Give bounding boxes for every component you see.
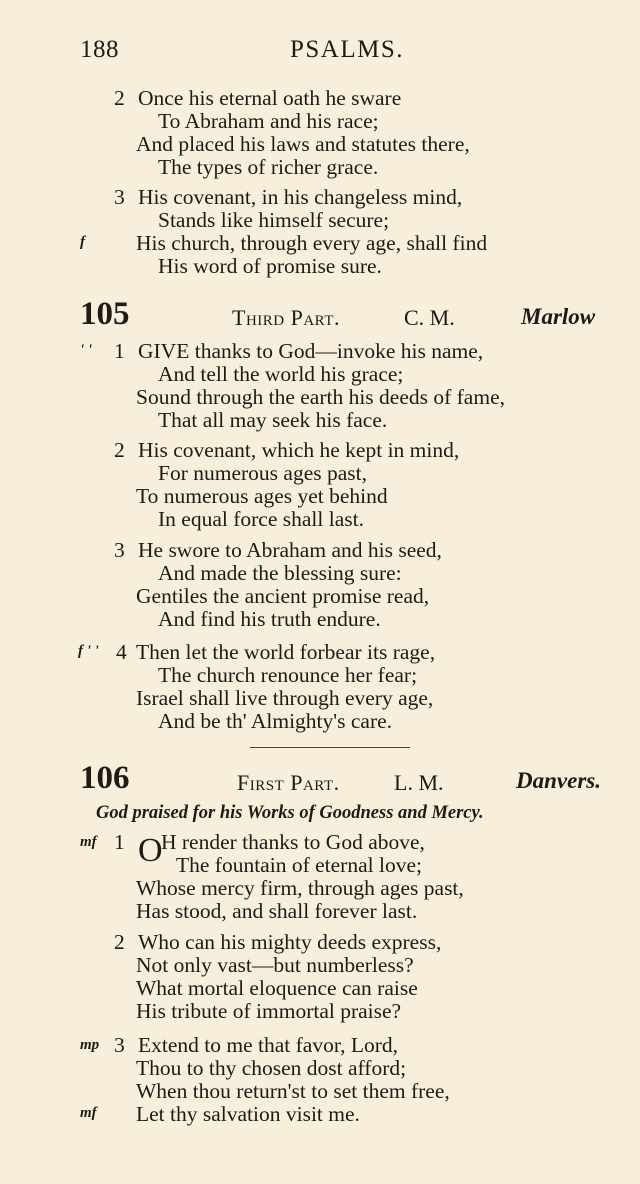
hymn-part: First Part.: [237, 770, 340, 795]
stanza-number: 3: [114, 1033, 125, 1057]
dynamic-mark: f: [80, 234, 85, 250]
verse-line: He swore to Abraham and his seed,: [138, 538, 442, 562]
verse-line: The church renounce her fear;: [158, 663, 418, 687]
verse-line: Thou to thy chosen dost afford;: [136, 1056, 407, 1080]
stanza-number: 4: [116, 640, 127, 664]
verse-line: Israel shall live through every age,: [136, 686, 434, 710]
verse-line: What mortal eloquence can raise: [136, 976, 418, 1000]
verse-line: Let thy salvation visit me.: [136, 1102, 360, 1126]
section-divider: [250, 747, 410, 748]
verse-line: To numerous ages yet behind: [136, 484, 388, 508]
hymn-part: Third Part.: [232, 305, 340, 330]
stanza-number: 2: [114, 438, 125, 462]
stanza-number: 3: [114, 538, 125, 562]
verse-line: His covenant, which he kept in mind,: [138, 438, 460, 462]
verse-line: Who can his mighty deeds express,: [138, 930, 442, 954]
hymn-subtitle: God praised for his Works of Goodness and Mercy.: [96, 803, 484, 823]
dynamic-mark: mp: [80, 1037, 100, 1053]
verse-line: The types of richer grace.: [158, 155, 379, 179]
verse-line: Has stood, and shall forever last.: [136, 899, 418, 923]
verse-line: When thou return'st to set them free,: [136, 1079, 450, 1103]
verse-line: And be th' Almighty's care.: [158, 709, 393, 733]
verse-line: Gentiles the ancient promise read,: [136, 584, 430, 608]
stanza-number: 2: [114, 930, 125, 954]
verse-line: To Abraham and his race;: [158, 109, 379, 133]
verse-line: Not only vast—but numberless?: [136, 953, 414, 977]
hymn-number: 105: [80, 296, 130, 332]
hymn-meter: C. M.: [404, 305, 455, 330]
verse-line: In equal force shall last.: [158, 507, 364, 531]
verse-line: Sound through the earth his deeds of fame,: [136, 385, 505, 409]
page-number: 188: [80, 36, 119, 63]
verse-line: Then let the world forbear its rage,: [136, 640, 436, 664]
tune-name: Danvers.: [516, 768, 601, 793]
verse-line: For numerous ages past,: [158, 461, 367, 485]
verse-line: That all may seek his face.: [158, 408, 388, 432]
verse-line: The fountain of eternal love;: [176, 853, 422, 877]
hymn-number: 106: [80, 760, 130, 796]
dynamic-mark: mf: [80, 834, 97, 850]
verse-line: And placed his laws and statutes there,: [136, 132, 470, 156]
verse-line: H render thanks to God above,: [161, 830, 425, 854]
verse-line: His church, through every age, shall find: [136, 231, 488, 255]
verse-line: His tribute of immortal praise?: [136, 999, 402, 1023]
stanza-number: 1: [114, 830, 125, 854]
page-header: [0, 36, 640, 70]
stanza-number: 1: [114, 339, 125, 363]
dynamic-mark: ' ': [80, 342, 93, 358]
verse-line: And made the blessing sure:: [158, 561, 402, 585]
hymn-meter: L. M.: [394, 770, 444, 795]
verse-line: His word of promise sure.: [158, 254, 382, 278]
stanza-number: 3: [114, 185, 125, 209]
tune-name: Marlow: [521, 304, 596, 329]
stanza-number: 2: [114, 86, 125, 110]
drop-cap: O: [138, 832, 163, 869]
verse-line: GIVE thanks to God—invoke his name,: [138, 339, 484, 363]
verse-line: Stands like himself secure;: [158, 208, 390, 232]
running-head: PSALMS.: [290, 36, 405, 63]
verse-line: His covenant, in his changeless mind,: [138, 185, 463, 209]
verse-line: And find his truth endure.: [158, 607, 381, 631]
verse-line: Once his eternal oath he sware: [138, 86, 402, 110]
verse-line: And tell the world his grace;: [158, 362, 404, 386]
verse-line: Whose mercy firm, through ages past,: [136, 876, 464, 900]
dynamic-mark: f ' ': [78, 643, 99, 659]
dynamic-mark: mf: [80, 1105, 97, 1121]
verse-line: Extend to me that favor, Lord,: [138, 1033, 399, 1057]
